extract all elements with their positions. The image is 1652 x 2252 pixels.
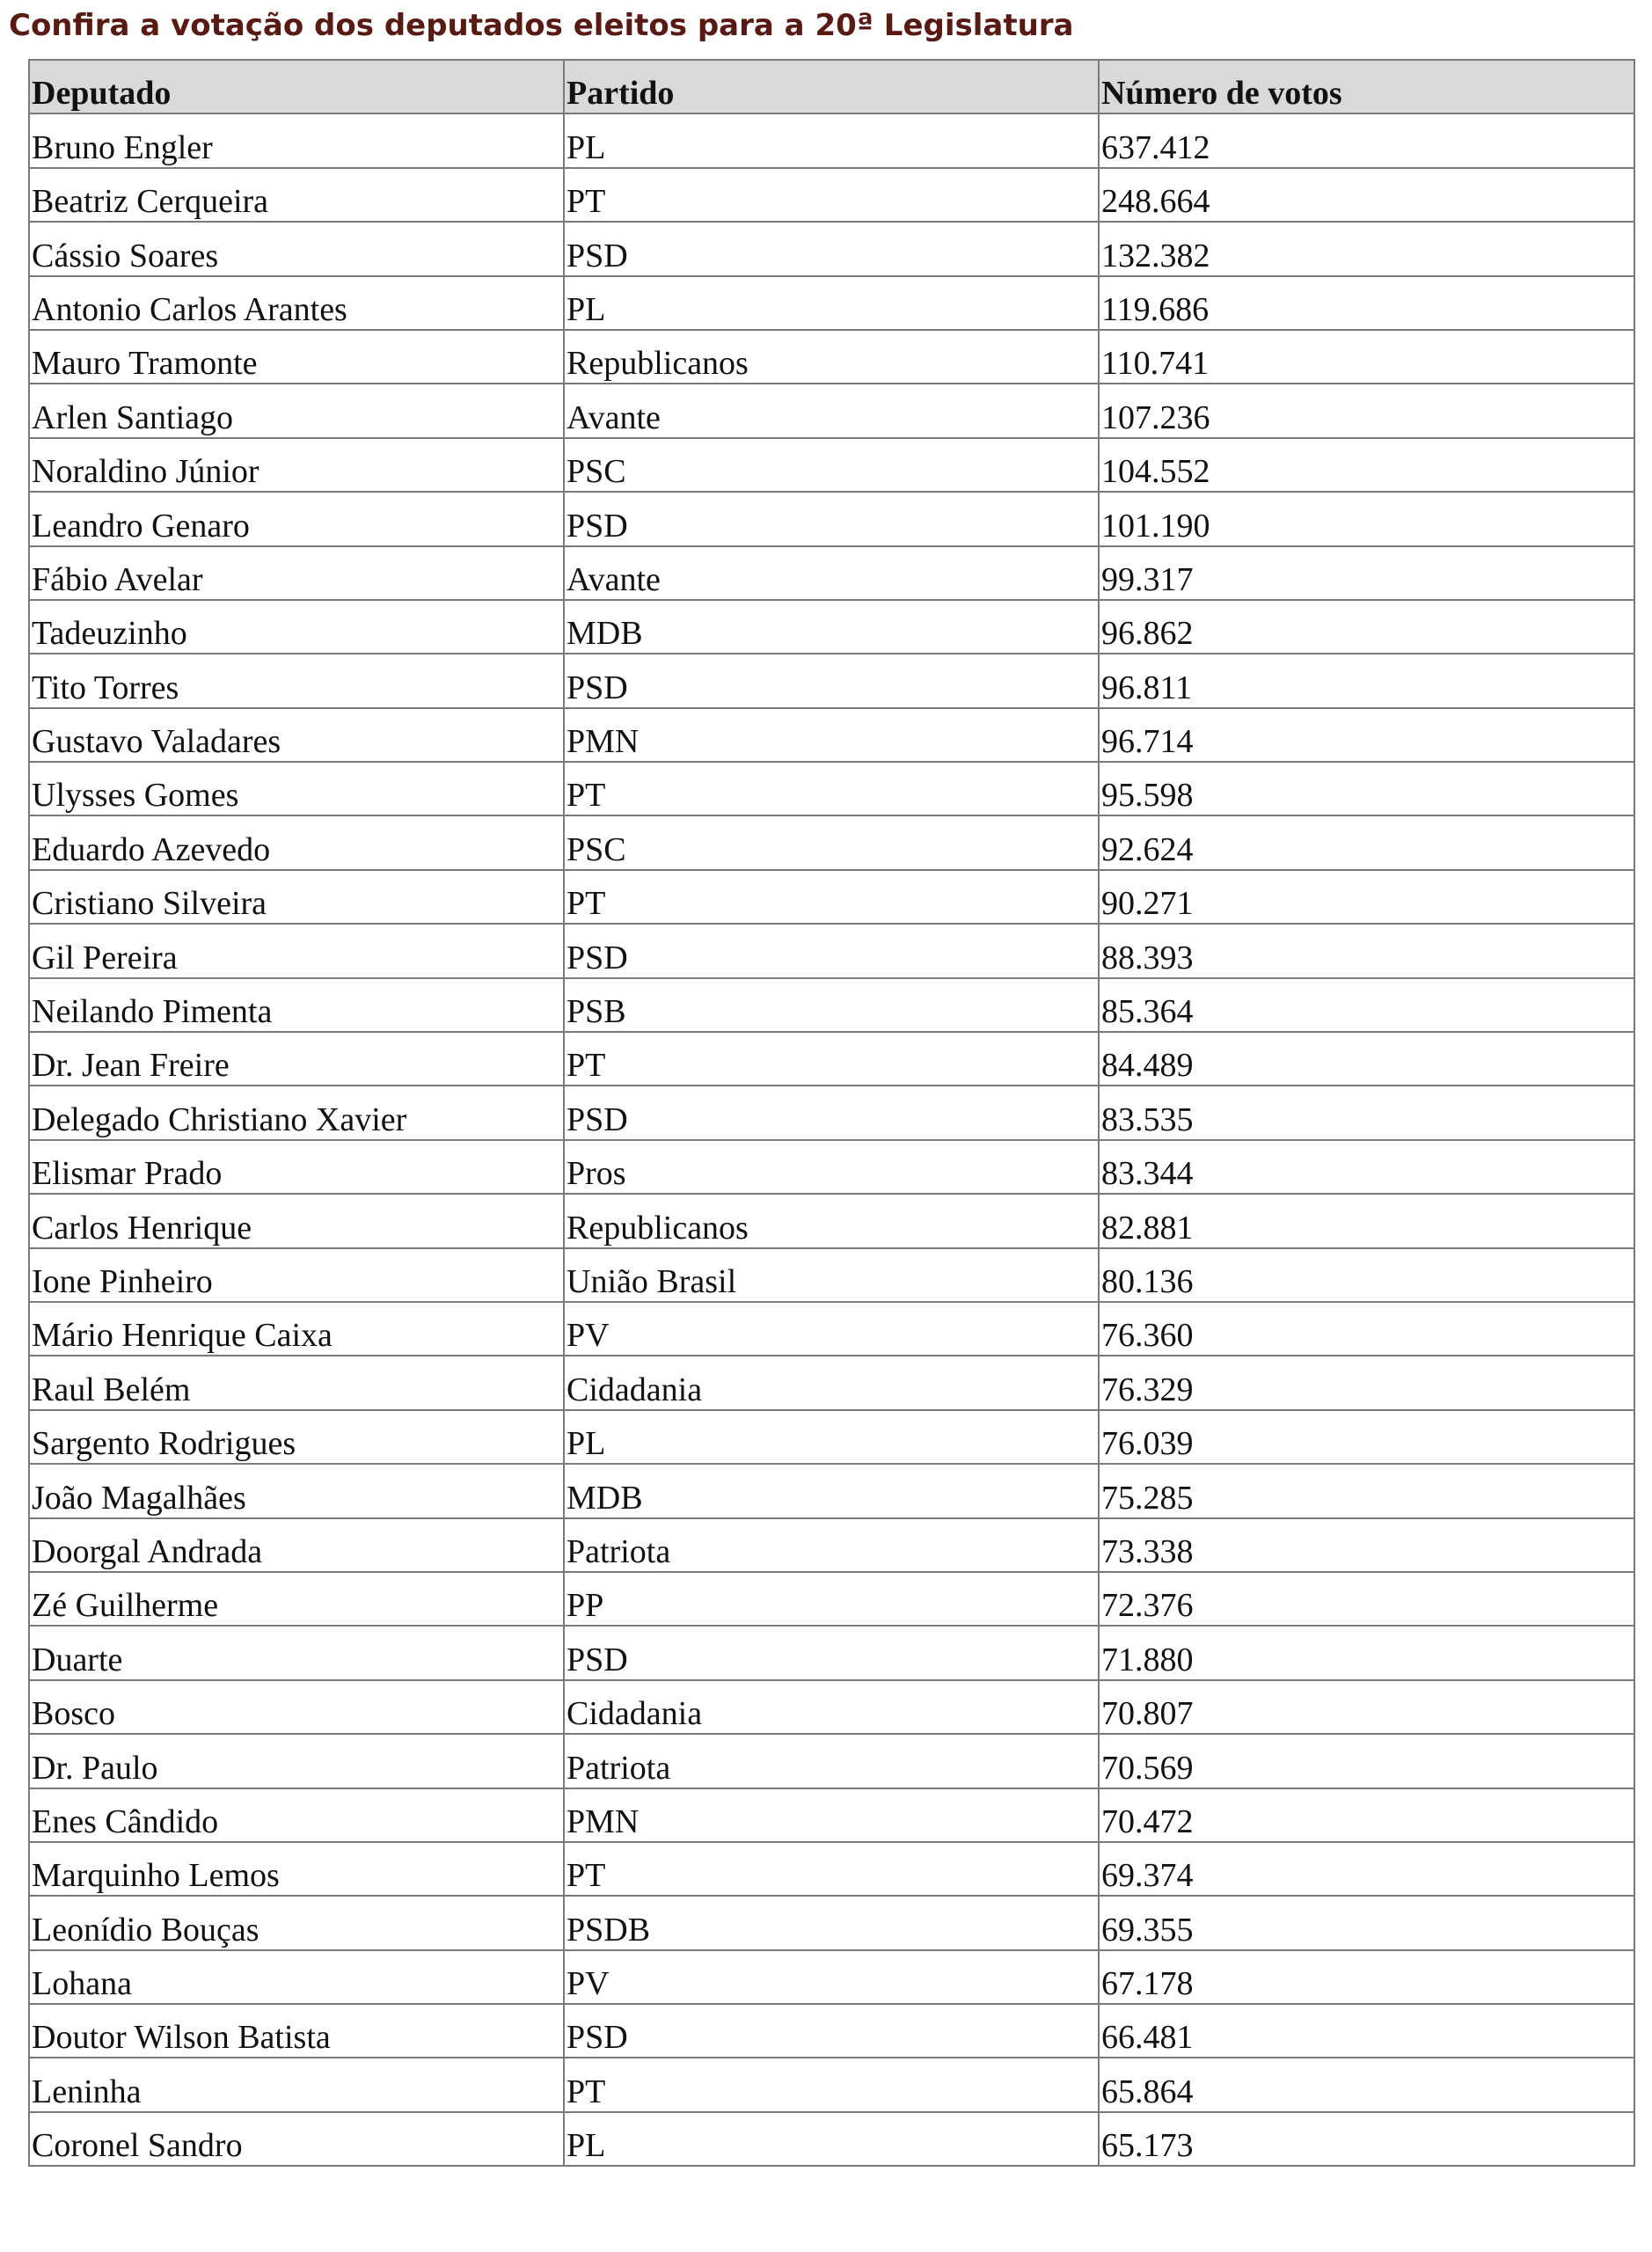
deputado-cell: Lohana	[29, 1950, 564, 2004]
deputado-cell: Antonio Carlos Arantes	[29, 276, 564, 330]
votos-cell: 76.039	[1099, 1410, 1634, 1464]
votos-cell: 72.376	[1099, 1572, 1634, 1626]
table-row	[29, 330, 1634, 384]
partido-cell: PSC	[564, 815, 1099, 869]
deputado-cell: Eduardo Azevedo	[29, 815, 564, 869]
table-row	[29, 438, 1634, 492]
table-header	[29, 60, 1634, 113]
votos-cell: 85.364	[1099, 978, 1634, 1032]
votos-cell: 96.862	[1099, 600, 1634, 654]
partido-cell: Cidadania	[564, 1680, 1099, 1734]
partido-cell: PSD	[564, 492, 1099, 545]
deputado-cell: Carlos Henrique	[29, 1194, 564, 1247]
partido-cell: PSB	[564, 978, 1099, 1032]
votos-cell: 73.338	[1099, 1518, 1634, 1572]
table-row	[29, 492, 1634, 545]
table-row	[29, 384, 1634, 437]
deputado-cell: Raul Belém	[29, 1356, 564, 1409]
partido-cell: MDB	[564, 600, 1099, 654]
partido-cell: PSC	[564, 438, 1099, 492]
partido-cell: PT	[564, 762, 1099, 815]
votos-cell: 110.741	[1099, 330, 1634, 384]
votos-cell: 67.178	[1099, 1950, 1634, 2004]
table-row	[29, 2004, 1634, 2058]
partido-cell: PSD	[564, 1086, 1099, 1139]
table-row	[29, 1194, 1634, 1247]
partido-cell: PSD	[564, 222, 1099, 275]
votos-cell: 71.880	[1099, 1626, 1634, 1679]
table-row	[29, 276, 1634, 330]
votos-cell: 99.317	[1099, 546, 1634, 600]
table-row	[29, 1896, 1634, 1949]
partido-cell: Republicanos	[564, 330, 1099, 384]
table-row	[29, 708, 1634, 762]
table-body	[29, 113, 1634, 2166]
deputado-cell: Coronel Sandro	[29, 2112, 564, 2166]
partido-cell: PMN	[564, 1788, 1099, 1842]
votos-cell: 65.173	[1099, 2112, 1634, 2166]
votos-cell: 92.624	[1099, 815, 1634, 869]
votos-cell: 65.864	[1099, 2058, 1634, 2111]
partido-cell: PL	[564, 113, 1099, 167]
table-row	[29, 762, 1634, 815]
partido-cell: MDB	[564, 1464, 1099, 1517]
partido-cell: Avante	[564, 384, 1099, 437]
deputado-cell: Tadeuzinho	[29, 600, 564, 654]
partido-cell: PV	[564, 1302, 1099, 1356]
votos-cell: 90.271	[1099, 870, 1634, 924]
deputado-cell: Mauro Tramonte	[29, 330, 564, 384]
deputado-cell: Cristiano Silveira	[29, 870, 564, 924]
table-row	[29, 2058, 1634, 2111]
partido-cell: Cidadania	[564, 1356, 1099, 1409]
table-row	[29, 1410, 1634, 1464]
table-row	[29, 654, 1634, 707]
table-row	[29, 924, 1634, 977]
partido-cell: PT	[564, 2058, 1099, 2111]
column-header-partido: Partido	[564, 60, 1099, 113]
deputado-cell: Elismar Prado	[29, 1140, 564, 1194]
table-row	[29, 1248, 1634, 1302]
table-row	[29, 546, 1634, 600]
votos-cell: 66.481	[1099, 2004, 1634, 2058]
partido-cell: PT	[564, 870, 1099, 924]
table-row	[29, 222, 1634, 275]
votos-cell: 83.535	[1099, 1086, 1634, 1139]
deputado-cell: Fábio Avelar	[29, 546, 564, 600]
partido-cell: PP	[564, 1572, 1099, 1626]
deputado-cell: Marquinho Lemos	[29, 1842, 564, 1896]
votos-cell: 95.598	[1099, 762, 1634, 815]
votos-cell: 76.360	[1099, 1302, 1634, 1356]
votos-cell: 70.807	[1099, 1680, 1634, 1734]
table-row	[29, 1086, 1634, 1139]
votos-cell: 104.552	[1099, 438, 1634, 492]
partido-cell: PT	[564, 1842, 1099, 1896]
partido-cell: PMN	[564, 708, 1099, 762]
deputado-cell: Ione Pinheiro	[29, 1248, 564, 1302]
partido-cell: PSD	[564, 924, 1099, 977]
votos-cell: 75.285	[1099, 1464, 1634, 1517]
votos-cell: 83.344	[1099, 1140, 1634, 1194]
votos-cell: 96.714	[1099, 708, 1634, 762]
page-title: Confira a votação dos deputados eleitos para a 20ª Legislatura	[9, 8, 1074, 43]
table-row	[29, 1950, 1634, 2004]
deputado-cell: Enes Cândido	[29, 1788, 564, 1842]
votos-cell: 70.569	[1099, 1734, 1634, 1788]
partido-cell: União Brasil	[564, 1248, 1099, 1302]
table-row	[29, 1356, 1634, 1409]
table-row	[29, 870, 1634, 924]
table-row	[29, 1788, 1634, 1842]
votos-cell: 248.664	[1099, 168, 1634, 222]
partido-cell: PL	[564, 2112, 1099, 2166]
votos-cell: 119.686	[1099, 276, 1634, 330]
deputado-cell: Leninha	[29, 2058, 564, 2111]
partido-cell: PV	[564, 1950, 1099, 2004]
deputado-cell: Noraldino Júnior	[29, 438, 564, 492]
column-header-deputado: Deputado	[29, 60, 564, 113]
votos-cell: 88.393	[1099, 924, 1634, 977]
votos-cell: 69.355	[1099, 1896, 1634, 1949]
deputado-cell: Doutor Wilson Batista	[29, 2004, 564, 2058]
table-row	[29, 1680, 1634, 1734]
table-row	[29, 2112, 1634, 2166]
deputado-cell: Leandro Genaro	[29, 492, 564, 545]
table-row	[29, 1518, 1634, 1572]
partido-cell: PT	[564, 1032, 1099, 1086]
votos-cell: 70.472	[1099, 1788, 1634, 1842]
column-header-votos: Número de votos	[1099, 60, 1634, 113]
deputado-cell: Ulysses Gomes	[29, 762, 564, 815]
deputado-cell: Tito Torres	[29, 654, 564, 707]
partido-cell: Patriota	[564, 1734, 1099, 1788]
partido-cell: Pros	[564, 1140, 1099, 1194]
votos-cell: 132.382	[1099, 222, 1634, 275]
table-row	[29, 168, 1634, 222]
table-row	[29, 113, 1634, 167]
partido-cell: PSD	[564, 1626, 1099, 1679]
votos-cell: 80.136	[1099, 1248, 1634, 1302]
deputado-cell: Dr. Jean Freire	[29, 1032, 564, 1086]
deputado-cell: Sargento Rodrigues	[29, 1410, 564, 1464]
table-row	[29, 600, 1634, 654]
deputado-cell: Arlen Santiago	[29, 384, 564, 437]
deputado-cell: João Magalhães	[29, 1464, 564, 1517]
votos-cell: 84.489	[1099, 1032, 1634, 1086]
table-row	[29, 1734, 1634, 1788]
partido-cell: PSD	[564, 654, 1099, 707]
deputado-cell: Cássio Soares	[29, 222, 564, 275]
deputado-cell: Bruno Engler	[29, 113, 564, 167]
deputado-cell: Duarte	[29, 1626, 564, 1679]
header-row	[29, 60, 1634, 113]
table-row	[29, 1626, 1634, 1679]
partido-cell: PSD	[564, 2004, 1099, 2058]
partido-cell: PT	[564, 168, 1099, 222]
votes-table	[28, 59, 1635, 2167]
deputado-cell: Dr. Paulo	[29, 1734, 564, 1788]
partido-cell: Republicanos	[564, 1194, 1099, 1247]
table-row	[29, 1032, 1634, 1086]
deputado-cell: Doorgal Andrada	[29, 1518, 564, 1572]
partido-cell: PL	[564, 276, 1099, 330]
table-row	[29, 978, 1634, 1032]
partido-cell: PSDB	[564, 1896, 1099, 1949]
deputado-cell: Bosco	[29, 1680, 564, 1734]
votos-cell: 637.412	[1099, 113, 1634, 167]
partido-cell: PL	[564, 1410, 1099, 1464]
deputado-cell: Neilando Pimenta	[29, 978, 564, 1032]
partido-cell: Patriota	[564, 1518, 1099, 1572]
votos-cell: 107.236	[1099, 384, 1634, 437]
deputado-cell: Beatriz Cerqueira	[29, 168, 564, 222]
votos-cell: 96.811	[1099, 654, 1634, 707]
votos-cell: 101.190	[1099, 492, 1634, 545]
table-row	[29, 1140, 1634, 1194]
votos-cell: 69.374	[1099, 1842, 1634, 1896]
votos-cell: 82.881	[1099, 1194, 1634, 1247]
deputado-cell: Gustavo Valadares	[29, 708, 564, 762]
deputado-cell: Leonídio Bouças	[29, 1896, 564, 1949]
deputado-cell: Gil Pereira	[29, 924, 564, 977]
partido-cell: Avante	[564, 546, 1099, 600]
table-row	[29, 1302, 1634, 1356]
deputado-cell: Delegado Christiano Xavier	[29, 1086, 564, 1139]
votos-cell: 76.329	[1099, 1356, 1634, 1409]
deputado-cell: Zé Guilherme	[29, 1572, 564, 1626]
table-row	[29, 1464, 1634, 1517]
table-row	[29, 1572, 1634, 1626]
table-row	[29, 1842, 1634, 1896]
table-row	[29, 815, 1634, 869]
deputado-cell: Mário Henrique Caixa	[29, 1302, 564, 1356]
